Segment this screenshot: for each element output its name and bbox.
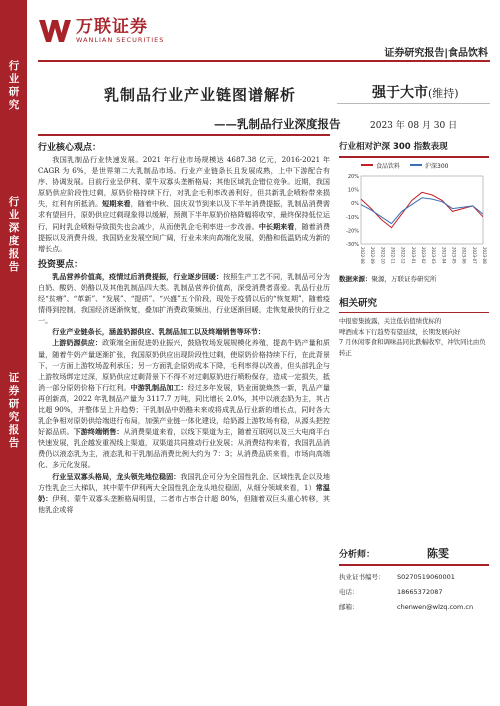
side-label-industry-research: 行业研究: [8, 60, 20, 111]
x-tick-label: 2023-02: [421, 246, 426, 264]
series-line: [361, 197, 483, 223]
x-tick-label: 2023-07: [471, 246, 477, 264]
analyst-cert-row: 执业证书编号： S0270519060001: [339, 572, 455, 581]
right-column: [339, 140, 489, 358]
analyst-phone-row: 电话： 18665372087: [339, 587, 443, 596]
report-date: 2023 年 08 月 30 日: [370, 121, 458, 131]
brand-logo-icon: [38, 18, 72, 44]
rating-value: 强于大市: [372, 85, 428, 101]
x-tick-label: 2022-12: [400, 246, 406, 264]
x-tick-label: 2022-10: [380, 246, 386, 264]
rating-divider: [337, 103, 490, 104]
analyst-divider: [339, 564, 489, 566]
header-divider: [38, 60, 490, 62]
x-tick-label: 2023-01: [410, 246, 416, 264]
section-paragraph: 我国乳制品行业快速发展。2021 年行业市场规模达 4687.38 亿元，2016-2021 年 CAGR 为 6%，是世界第二大乳制品市场。行业产业链条长且发展成熟，上中下游配合有序、协调发展。目前行业呈伊利、蒙牛双寡头垄断格局；其他区域乳企错位竞争。近期，我国原奶供应阶段性过剩，原奶价格持续下行，对乳企毛利率改善利好，但共新乳企喷粉带来损失，红利有所抵消。短期来看，随着中秋、国庆双节到来以及下半年消费提振，乳制品消费需求有望回升，原奶供应过剩现象得以缓解，预测下半年原奶价格降幅将收窄，最终保持低位运行，同时乳企喷粉导致损失也会减少，从而使乳企毛利率进一步改善。中长期来看，随着消费提振以及消费升级，我国奶业发展空间广阔，行业未来向高端化发展，奶酪和低温奶成为新的增长点。: [38, 155, 331, 253]
x-tick-label: 2023-06: [461, 246, 467, 264]
x-tick-label: 2023-03: [431, 246, 437, 264]
y-tick-label: 20%: [347, 173, 359, 180]
section-paragraph: 上游奶源供应：政策端全面促进奶业振兴，鼓励牧场发展规模化养殖，提高牛奶产量和质量，随着牛奶产量逐渐扩张，我国原奶供应出现阶段性过剩，使原奶价格持续下行，在此背景下，一方面上游牧场盈利承压；另一方面乳企原奶成本下降，毛利率得以改善，但头部乳企与上游牧场绑定过深，原奶供应过剩背景下不得不对过剩原奶进行喷粉保存，造成一定损失，抵消一部分原奶价格下行红利。中游乳制品加工：经过多年发展，奶业面貌焕然一新，乳品产量再创新高，2022 年乳制品产量为 3117.7 万吨，同比增长 2.0%，其中以液态奶为主，其占比超 90%，并整体呈上升趋势；干乳制品中奶酪未来或将成乳品行业新的增长点，同时各大乳企争相对原奶供给端进行布局，加强产业链一体化建设，给奶源上游牧场有稳，从源头把控好源品质。下游终端销售：从消费渠道来看，以线下渠道为主，随着互联网以及三大电商平台快速发展，乳企越发重视线上渠道，双渠道共同推动行业发展；从消费结构来看，我国乳品消费仍以液态乳为主，液态乳和干乳制品消费比例大约为 7：3；从消费品质来看，市场向高端化、多元化发展。: [38, 338, 331, 470]
chart-source: [339, 274, 489, 283]
y-tick-label: -10%: [346, 214, 359, 221]
brand-name-en: WANLIAN SECURITIES: [76, 36, 165, 44]
legend-swatch: [361, 164, 373, 166]
related-research-title: 相关研究: [339, 297, 378, 309]
legend-label: 食品饮料: [376, 162, 401, 170]
analyst-label: 分析师：: [339, 550, 376, 560]
related-item[interactable]: 啤酒成本下行趋势有望延续，长期发展向好: [339, 327, 461, 336]
y-tick-label: 0%: [351, 200, 359, 207]
relative-performance-chart: [339, 172, 489, 272]
x-tick-label: 2023-04: [441, 246, 447, 264]
main-column: [38, 134, 330, 515]
related-item[interactable]: 中报密集披露，关注低估值绩优标的: [339, 317, 442, 325]
x-tick-label: 2023-05: [451, 246, 457, 264]
legend-item: [410, 161, 448, 170]
related-divider: [339, 312, 489, 314]
report-subtitle: ——乳制品行业深度报告: [214, 117, 341, 131]
analyst-name: 陈雯: [427, 547, 449, 560]
legend-label: 沪深300: [425, 162, 449, 170]
section-title: 行业核心观点：: [38, 143, 102, 153]
y-tick-label: -20%: [346, 227, 359, 234]
x-tick-label: 2022-08: [360, 246, 365, 264]
plot-frame: [361, 176, 483, 244]
main-divider: [38, 134, 330, 136]
x-tick-label: 2022-09: [370, 246, 376, 264]
chart-legend: [361, 161, 489, 170]
brand-name-cn: 万联证券: [76, 17, 148, 37]
x-tick-label: 2023-08: [482, 246, 487, 264]
side-label-securities-report: 证券研究报告: [8, 372, 20, 449]
x-tick-label: 2022-11: [390, 246, 396, 264]
legend-item: [361, 161, 400, 170]
brand-logo: [38, 18, 164, 44]
section-paragraph: 行业呈双寡头格局，龙头领先地位稳固：我国乳企可分为全国性乳企、区域性乳企以及地方性乳企三大梯队，其中蒙牛伊利两大全国性乳企龙头地位稳固，从细分领域来看，1）常温奶：伊利、蒙牛双寡头垄断格局明显，二者市占率合计超 80%，但随着双巨头重心转移，其他乳企或将: [38, 471, 330, 514]
section-paragraph: 乳品营养价值高，疫情过后消费提振，行业逐步回暖：按照生产工艺不同，乳制品可分为白奶、酸奶、奶酪以及其他乳制品四大类。乳制品营养价值高，深受消费者喜爱。乳品行业历经“贫瘠”、“革新”、“发展”、“提质”、“兴盛”五个阶段，现处于疫情以后的“恢复期”，随着疫情得到控制，我国经济逐渐恢复，叠加扩消费政策频出，行业逐渐回暖，走恢复最快的行业之一。: [38, 271, 331, 326]
related-research-list: [339, 316, 489, 358]
section-title: 投资要点：: [38, 259, 84, 270]
header-category: 证券研究报告|食品饮料: [384, 48, 488, 59]
source-label: 数据来源：: [339, 274, 372, 283]
rating-note: (维持): [428, 87, 459, 100]
report-title: 乳制品行业产业链图谱解析: [104, 86, 297, 104]
related-item[interactable]: 7 月休闲零食和调味品同比跌幅收窄，冲饮同比由负转正: [339, 338, 486, 357]
y-tick-label: 10%: [347, 187, 359, 194]
chart-divider: [339, 156, 489, 158]
legend-swatch: [410, 164, 422, 166]
analyst-block: [339, 545, 489, 615]
chart-title: 行业相对沪深 300 指数表现: [339, 142, 448, 152]
rating: [372, 82, 459, 102]
section-paragraph: 行业产业链条长，涵盖奶源供应、乳制品加工以及终端销售等环节：: [52, 327, 265, 337]
analyst-email-row: 邮箱： chenwen@wlzq.com.cn: [339, 602, 474, 611]
side-label-depth-report: 行业深度报告: [8, 196, 20, 273]
y-tick-label: -30%: [346, 241, 359, 248]
sections: [38, 140, 330, 515]
source-text: 聚源，万联证券研究所: [371, 274, 437, 283]
